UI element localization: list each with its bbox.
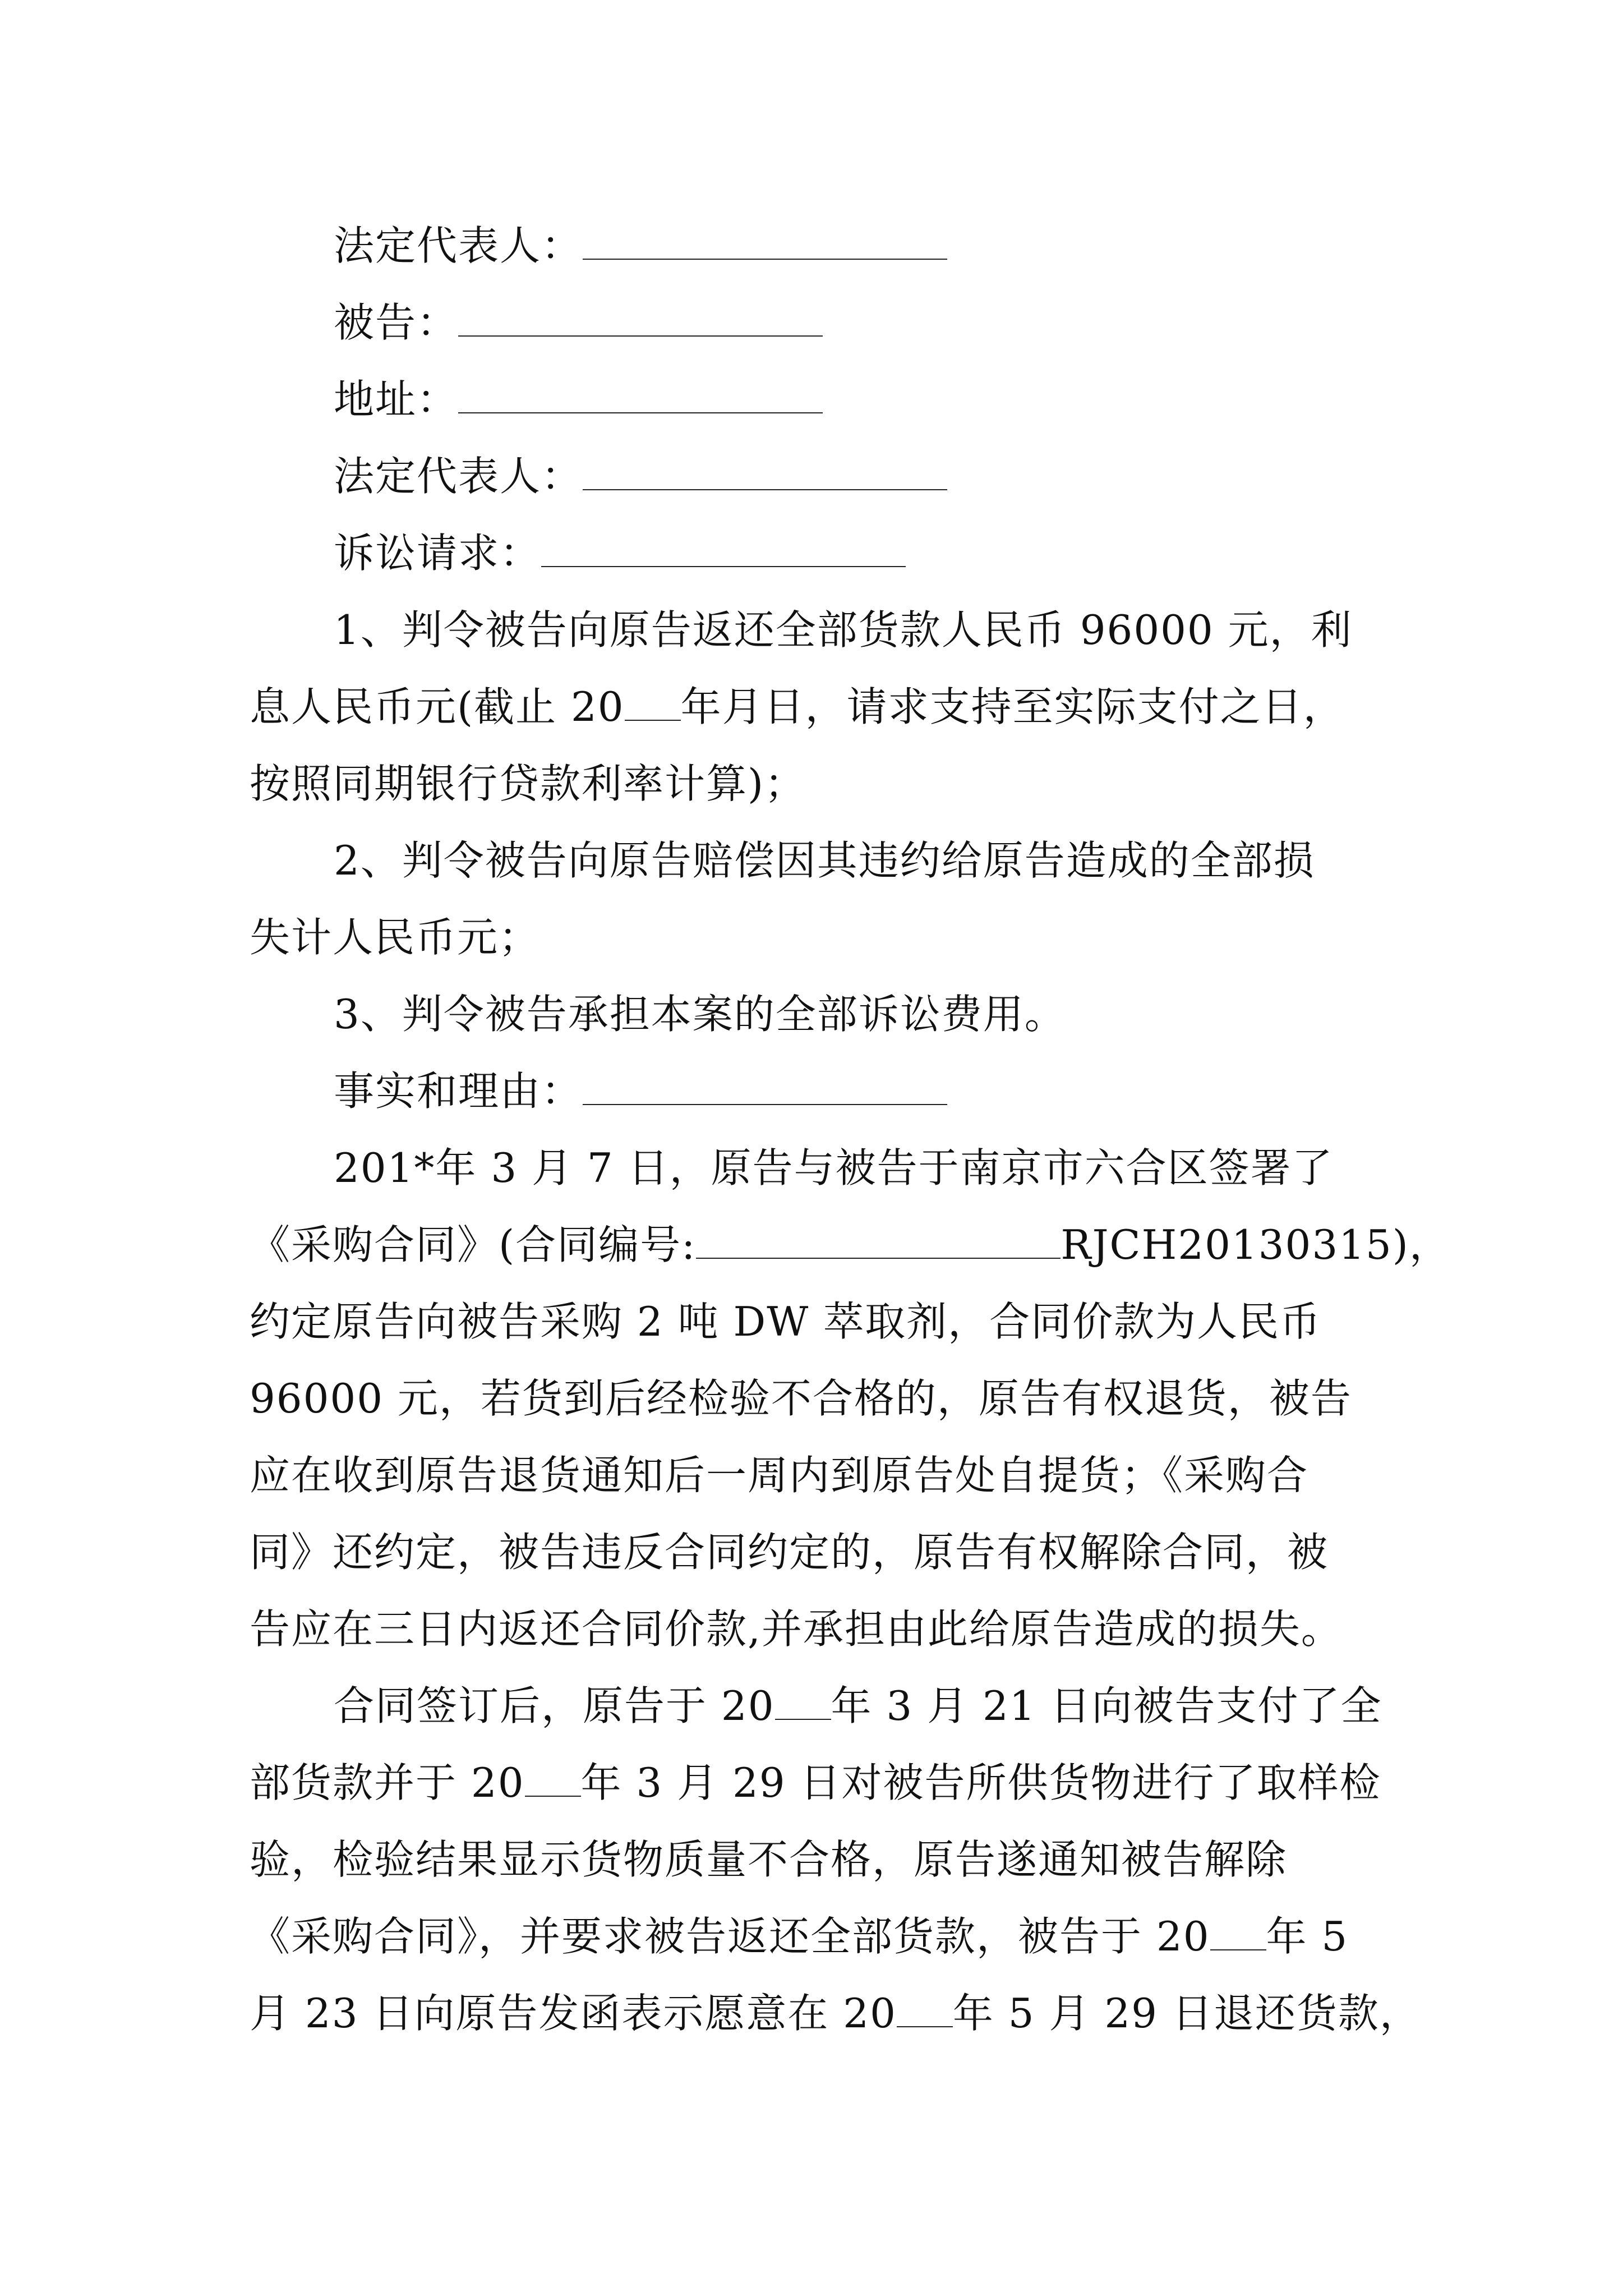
blank-line (458, 379, 823, 413)
claim-2-line-1: 2、判令被告向原告赔偿因其违约给原告造成的全部损 (334, 837, 1315, 884)
claim-3-line-1: 3、判令被告承担本案的全部诉讼费用。 (334, 991, 1066, 1038)
claim-2 (250, 822, 1394, 976)
text-segment: 年 5 月 29 日退还货款， (952, 1990, 1421, 2037)
blank-line (775, 1685, 831, 1720)
document-body (250, 208, 1451, 2052)
text-segment: 年 5 (1266, 1913, 1349, 1960)
claim-1-line-3: 按照同期银行贷款利率计算)； (250, 760, 806, 807)
facts-paragraph-1 (250, 1130, 1451, 1668)
claim-2-line-2: 失计人民币元； (250, 914, 541, 961)
text-segment: 合同签订后，原告于 20 (334, 1682, 775, 1729)
claims-field (250, 515, 1394, 592)
paragraph-line: 应在收到原告退货通知后一周内到原告处自提货；《采购合 (250, 1452, 1309, 1499)
blank-line (625, 686, 681, 721)
claim-1-line-1: 1、判令被告向原告返还全部货款人民币 96000 元，利 (334, 606, 1353, 654)
text-segment: RJCH20130315)， (1061, 1221, 1451, 1268)
address-field (250, 361, 1394, 438)
blank-line (1210, 1916, 1266, 1950)
text-segment: 月 23 日向原告发函表示愿意在 20 (250, 1990, 897, 2037)
blank-line (696, 1224, 1061, 1259)
field-label: 法定代表人： (334, 453, 583, 500)
blank-line (541, 532, 906, 567)
claim-1 (250, 592, 1394, 822)
text-segment: 息人民币元(截止 20 (250, 683, 625, 730)
paragraph-line (250, 1207, 1451, 1283)
field-label: 地址： (334, 376, 459, 423)
text-segment: 《采购合同》(合同编号: (250, 1221, 697, 1268)
legal-rep-field-2 (250, 438, 1394, 515)
text-segment: 年 3 月 29 日对被告所供货物进行了取样检 (580, 1759, 1381, 1806)
blank-line (583, 225, 947, 260)
blank-line (525, 1762, 581, 1797)
defendant-field (250, 284, 1394, 361)
paragraph-line: 告应在三日内返还合同价款,并承担由此给原告造成的损失。 (250, 1605, 1343, 1653)
paragraph-line: 验，检验结果显示货物质量不合格，原告遂通知被告解除 (250, 1836, 1288, 1883)
field-label: 事实和理由： (334, 1068, 583, 1115)
blank-line (897, 1993, 953, 2027)
paragraph-line (250, 1975, 1421, 2052)
claim-3 (250, 976, 1394, 1053)
blank-line (458, 302, 823, 337)
paragraph-line: 201*年 3 月 7 日，原告与被告于南京市六合区签署了 (334, 1144, 1334, 1191)
paragraph-line: 同》还约定，被告违反合同约定的，原告有权解除合同，被 (250, 1529, 1329, 1576)
facts-field (250, 1053, 1394, 1130)
text-segment: 年月日，请求支持至实际支付之日， (680, 683, 1345, 730)
paragraph-line: 96000 元，若货到后经检验不合格的，原告有权退货，被告 (250, 1375, 1352, 1422)
text-segment: 《采购合同》，并要求被告返还全部货款，被告于 20 (250, 1913, 1210, 1960)
blank-line (583, 455, 947, 490)
legal-rep-field (250, 208, 1394, 284)
text-segment: 年 3 月 21 日向被告支付了全 (831, 1682, 1382, 1729)
facts-paragraph-2 (250, 1668, 1421, 2052)
claim-1-line-2 (250, 669, 1394, 746)
field-label: 诉讼请求： (334, 530, 542, 577)
paragraph-line (250, 1668, 1394, 1745)
field-label: 被告： (334, 299, 459, 346)
field-label: 法定代表人： (334, 222, 583, 269)
paragraph-line (250, 1745, 1394, 1821)
blank-line (583, 1070, 947, 1105)
text-segment: 部货款并于 20 (250, 1759, 525, 1806)
paragraph-line: 约定原告向被告采购 2 吨 DW 萃取剂，合同价款为人民币 (250, 1298, 1322, 1345)
paragraph-line (250, 1898, 1394, 1975)
